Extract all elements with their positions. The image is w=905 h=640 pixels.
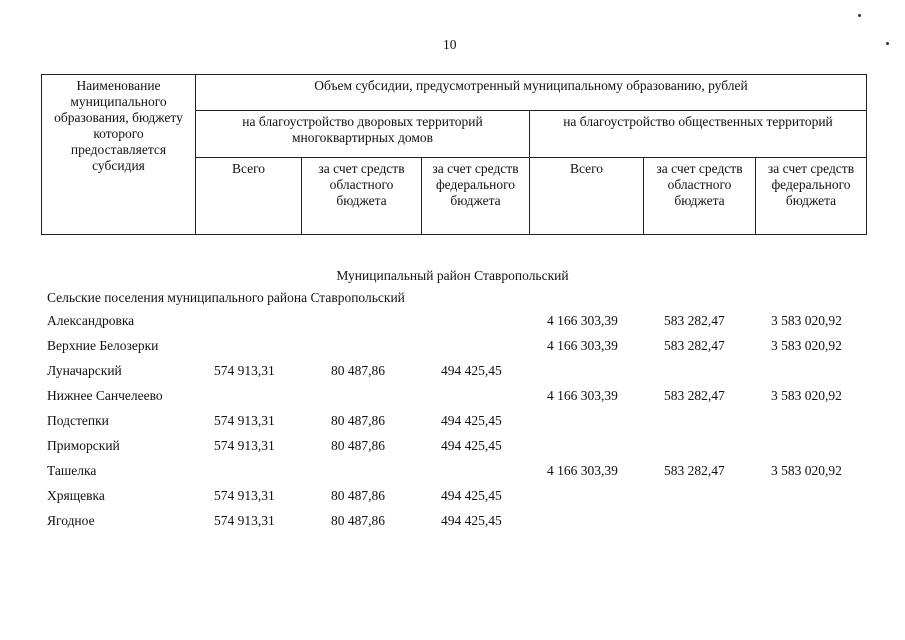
row-name: Верхние Белозерки [47, 338, 159, 353]
table-row [0, 438, 905, 458]
public-federal-value: 3 583 020,92 [771, 388, 842, 403]
public-regional-value: 583 282,47 [664, 338, 725, 353]
header-public-federal: за счет средств федерального бюджета [756, 158, 867, 235]
header-yards-regional: за счет средств областного бюджета [302, 158, 422, 235]
public-federal-value: 3 583 020,92 [771, 313, 842, 328]
yards-total-value: 574 913,31 [214, 413, 275, 428]
scan-speck [858, 14, 861, 17]
public-regional-value: 583 282,47 [664, 463, 725, 478]
table-row [0, 488, 905, 508]
yards-total-value: 574 913,31 [214, 363, 275, 378]
yards-regional-value: 80 487,86 [331, 413, 385, 428]
public-federal-value: 3 583 020,92 [771, 338, 842, 353]
table-row [0, 463, 905, 483]
table-row [0, 513, 905, 533]
yards-total-value: 574 913,31 [214, 513, 275, 528]
public-total-value: 4 166 303,39 [547, 388, 618, 403]
public-regional-value: 583 282,47 [664, 313, 725, 328]
table-row [0, 388, 905, 408]
table-row [0, 413, 905, 433]
public-federal-value: 3 583 020,92 [771, 463, 842, 478]
header-yards-group: на благоустройство дворовых территорий многоквартирных домов [196, 111, 530, 158]
header-yards-federal: за счет средств федерального бюджета [422, 158, 530, 235]
public-total-value: 4 166 303,39 [547, 313, 618, 328]
table-row [0, 313, 905, 333]
header-public-regional: за счет средств областного бюджета [644, 158, 756, 235]
row-name: Приморский [47, 438, 120, 453]
row-name: Ягодное [47, 513, 95, 528]
public-total-value: 4 166 303,39 [547, 463, 618, 478]
yards-federal-value: 494 425,45 [441, 413, 502, 428]
yards-total-value: 574 913,31 [214, 438, 275, 453]
row-name: Луначарский [47, 363, 122, 378]
public-regional-value: 583 282,47 [664, 388, 725, 403]
yards-regional-value: 80 487,86 [331, 363, 385, 378]
yards-federal-value: 494 425,45 [441, 363, 502, 378]
header-public-group: на благоустройство общественных территорий [530, 111, 867, 158]
row-name: Нижнее Санчелеево [47, 388, 163, 403]
row-name: Подстепки [47, 413, 109, 428]
scan-speck [886, 42, 889, 45]
subsection-title: Сельские поселения муниципального района Ставропольский [47, 290, 405, 305]
public-total-value: 4 166 303,39 [547, 338, 618, 353]
subsidy-header-table [41, 74, 867, 235]
yards-federal-value: 494 425,45 [441, 488, 502, 503]
page-number: 10 [443, 37, 457, 52]
section-title: Муниципальный район Ставропольский [336, 268, 569, 283]
header-public-total: Всего [530, 158, 644, 235]
header-municipality-name: Наименование муниципального образования, бюджету которого предоставляется субсидия [42, 75, 196, 235]
row-name: Хрящевка [47, 488, 105, 503]
yards-total-value: 574 913,31 [214, 488, 275, 503]
yards-federal-value: 494 425,45 [441, 438, 502, 453]
table-row [0, 338, 905, 358]
yards-regional-value: 80 487,86 [331, 438, 385, 453]
row-name: Ташелка [47, 463, 97, 478]
yards-federal-value: 494 425,45 [441, 513, 502, 528]
header-subsidy-volume: Объем субсидии, предусмотренный муниципальному образованию, рублей [196, 75, 867, 111]
yards-regional-value: 80 487,86 [331, 513, 385, 528]
header-yards-total: Всего [196, 158, 302, 235]
yards-regional-value: 80 487,86 [331, 488, 385, 503]
table-row [0, 363, 905, 383]
row-name: Александровка [47, 313, 135, 328]
